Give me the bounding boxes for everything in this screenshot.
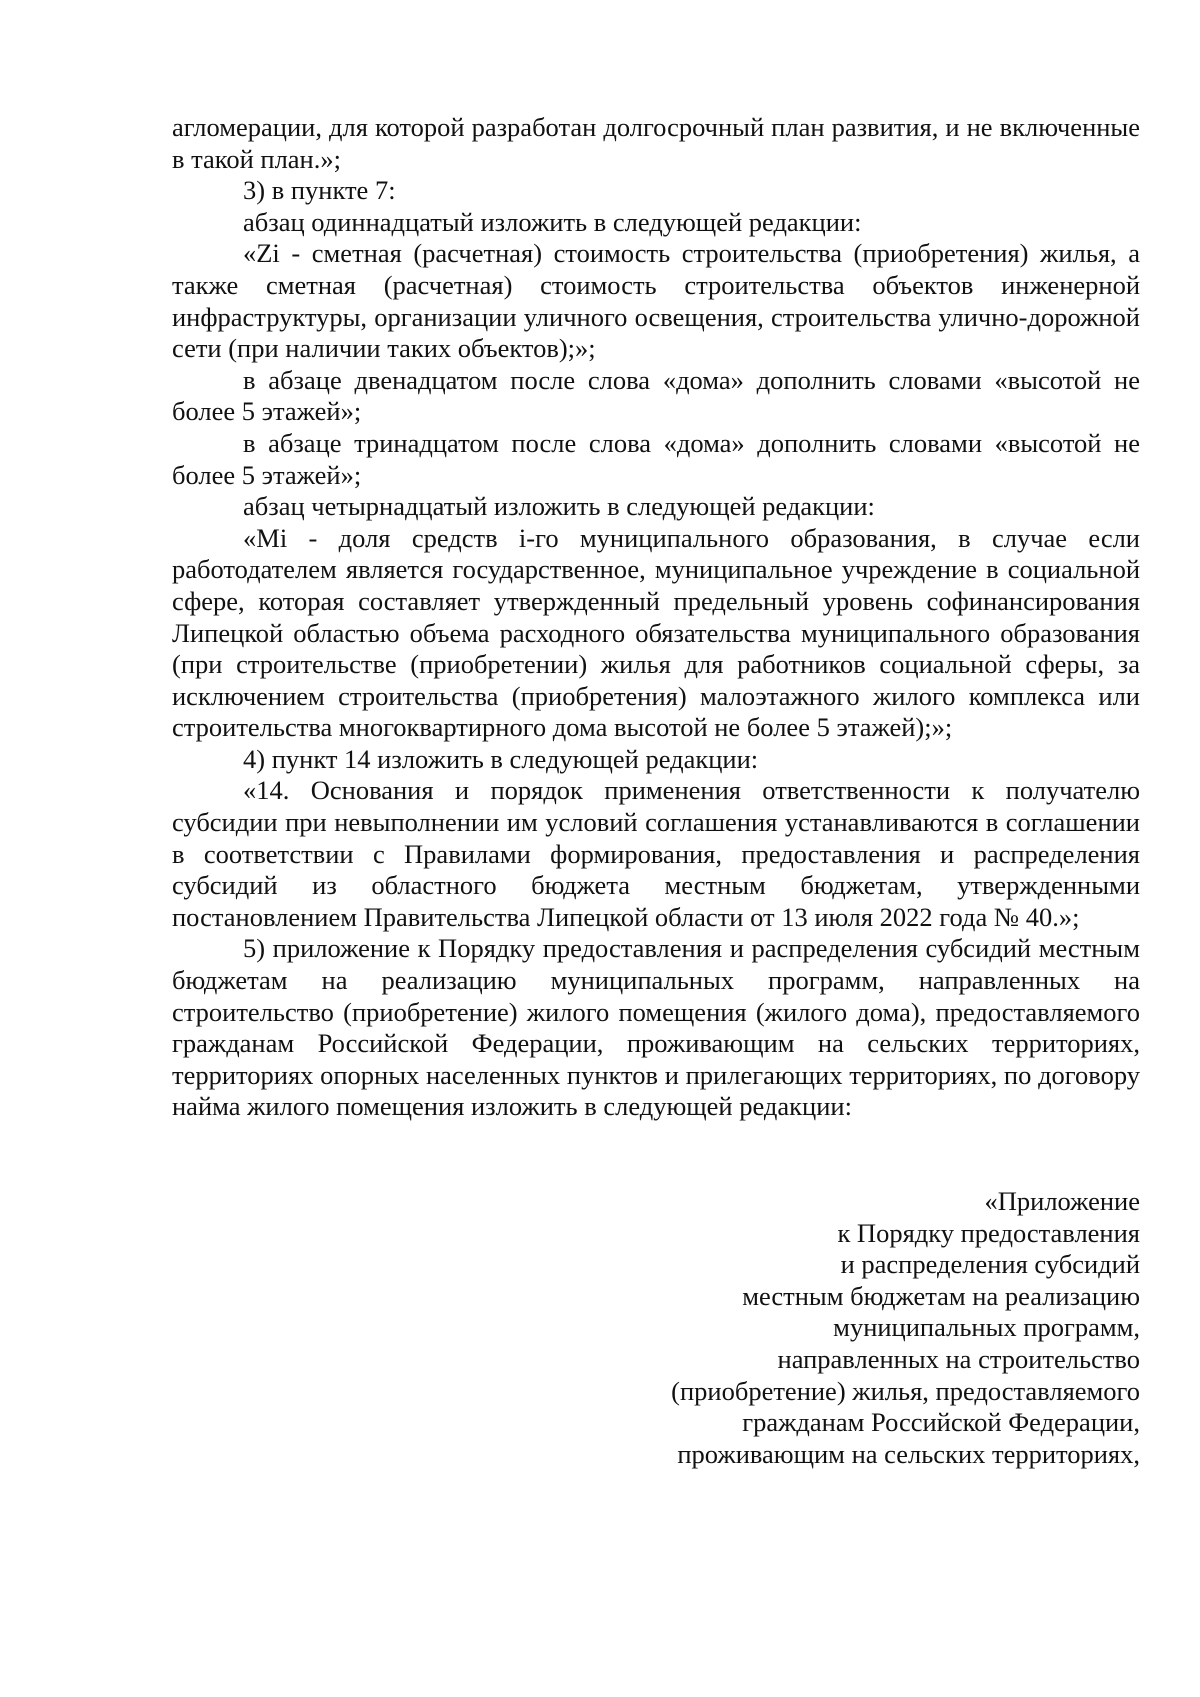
paragraph-fourteenth-abzac: абзац четырнадцатый изложить в следующей редакции:: [243, 491, 875, 522]
paragraph-twelfth-abzac: в абзаце двенадцатом после слова «дома» дополнить словами «высотой не более 5 этажей»;: [172, 364, 1140, 427]
appendix-line: к Порядку предоставления: [837, 1217, 1140, 1248]
appendix-line: муниципальных программ,: [833, 1312, 1140, 1343]
section-spacer: [172, 1123, 1140, 1186]
appendix-line: направленных на строительство: [777, 1343, 1140, 1374]
appendix-line: проживающим на сельских территориях,: [677, 1438, 1140, 1469]
appendix-line: (приобретение) жилья, предоставляемого: [671, 1375, 1140, 1406]
paragraph-item-5: 5) приложение к Порядку предоставления и распределения субсидий местным бюджетам на реализацию муниципальных программ, направленных на строительство (приобретение) жилого помещения (жилого дома), предоставляемого гражданам Российской Федерации, проживающим на сельских территориях, территориях опорных населенных пунктов и прилегающих территориях, по договору найма жилого помещения изложить в следующей редакции:: [172, 933, 1140, 1122]
appendix-line: местным бюджетам на реализацию: [742, 1280, 1140, 1311]
appendix-header: [172, 1186, 1140, 1470]
paragraph-item-4: 4) пункт 14 изложить в следующей редакции:: [243, 743, 759, 774]
paragraph-agglomeration: агломерации, для которой разработан долгосрочный план развития, и не включенные в такой план.»;: [172, 112, 1140, 174]
appendix-line: «Приложение: [984, 1186, 1140, 1216]
paragraph-zi-definition: «Zi - сметная (расчетная) стоимость строительства (приобретения) жилья, а также сметная (расчетная) стоимость строительства объектов инженерной инфраструктуры, организации уличного освещения, строительства улично-дорожной сети (при наличии таких объектов);»;: [172, 238, 1140, 364]
document-page: [172, 112, 1140, 1470]
paragraph-point-14: «14. Основания и порядок применения ответственности к получателю субсидии при невыполнении им условий соглашения устанавливаются в соглашении в соответствии с Правилами формирования, предоставления и распределения субсидий из областного бюджета местным бюджетам, утвержденными постановлением Правительства Липецкой области от 13 июля 2022 года № 40.»;: [172, 775, 1140, 932]
paragraph-thirteenth-abzac: в абзаце тринадцатом после слова «дома» дополнить словами «высотой не более 5 этажей»;: [172, 427, 1140, 490]
appendix-line: и распределения субсидий: [840, 1249, 1140, 1280]
appendix-line: гражданам Российской Федерации,: [742, 1407, 1140, 1438]
paragraph-item-3: 3) в пункте 7:: [243, 175, 396, 206]
paragraph-eleventh-abzac: абзац одиннадцатый изложить в следующей редакции:: [243, 206, 862, 237]
paragraph-mi-definition: «Mi - доля средств i-го муниципального образования, в случае если работодателем является государственное, муниципальное учреждение в социальной сфере, которая составляет утвержденный предельный уровень софинансирования Липецкой областью объема расходного обязательства муниципального образования (при строительстве (приобретении) жилья для работников социальной сферы, за исключением строительства (приобретения) малоэтажного жилого комплекса или строительства многоквартирного дома высотой не более 5 этажей);»;: [172, 522, 1140, 743]
